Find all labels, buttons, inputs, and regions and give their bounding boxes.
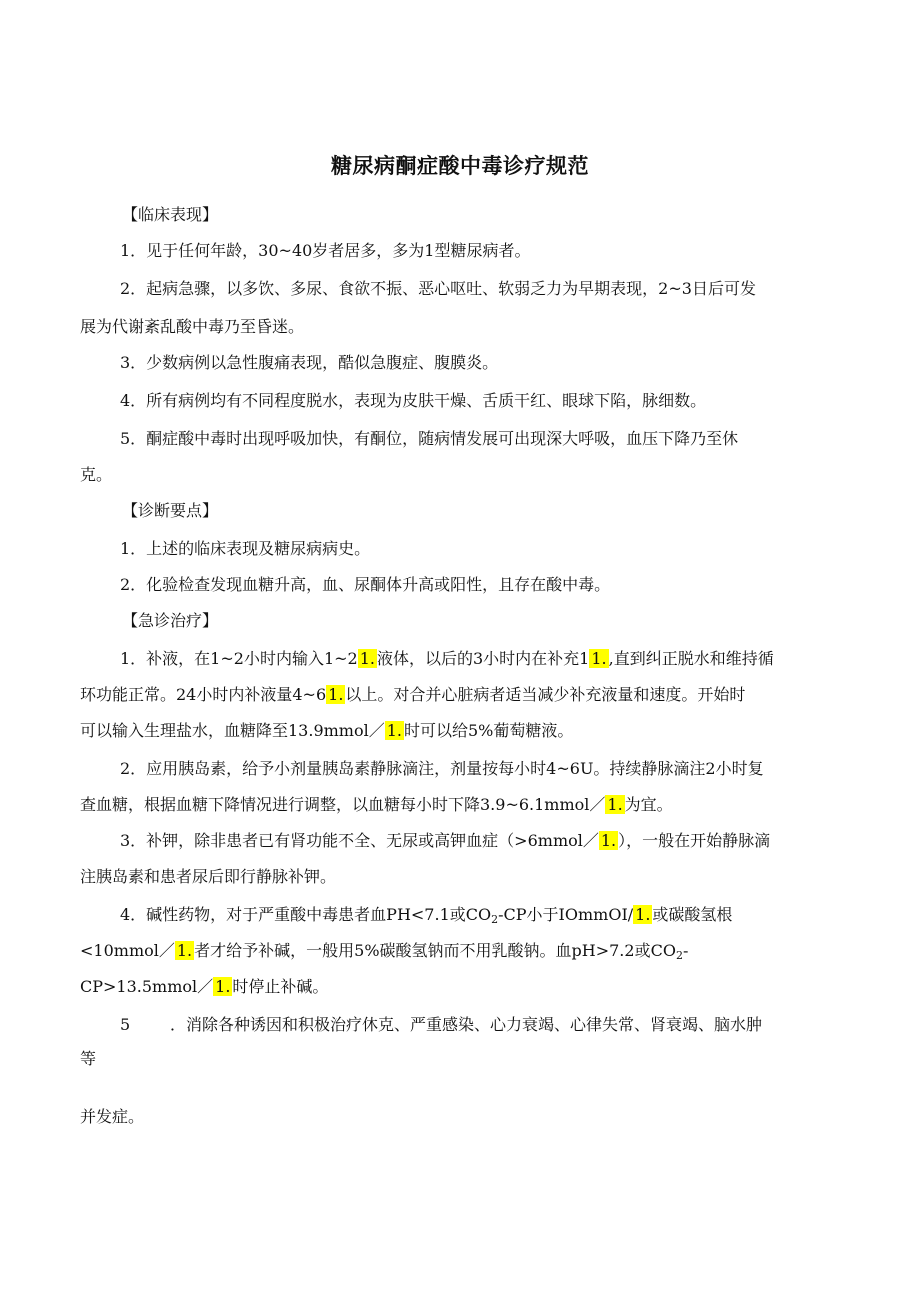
- paragraph-line: 可以输入生理盐水，血糖降至13.9mmol／ 1. 时可以给5%葡萄糖液。: [80, 721, 574, 740]
- paragraph-line: 环功能正常。24小时内补液量4~6 1. 以上。对合并心脏病者适当减少补充液量和速度。开始时: [80, 685, 746, 704]
- paragraph-line: <10mmol／ 1. 者才给予补碱，一般用5%碳酸氢钠而不用乳酸钠。血pH>7.2或$CO_2-$: [80, 941, 689, 962]
- paragraph-line: 1．补液，在1~2小时内输入1~2 1. 液体，以后的3小时内在补充1 1. ,直到纠正脱水和维持循: [120, 649, 774, 668]
- paragraph-line: ．消除各种诱因和积极治疗休克、严重感染、心力衰竭、心律失常、肾衰竭、脑水肿: [170, 1015, 763, 1034]
- paragraph-line: 并发症。: [80, 1107, 145, 1126]
- highlighted-unit: 1.: [607, 795, 623, 814]
- paragraph-line: 3．补钾，除非患者已有肾功能不全、无尿或高钾血症（>6mmol／ 1. ），一般在开始静脉滴: [120, 831, 771, 850]
- paragraph-line: 4．所有病例均有不同程度脱水，表现为皮肤干燥、舌质干红、眼球下陷，脉细数。: [120, 391, 707, 410]
- paragraph-line: 2．应用胰岛素，给予小剂量胰岛素静脉滴注，剂量按每小时4~6U。持续静脉滴注2小时复: [120, 759, 764, 778]
- section-heading-treatment: 【急诊治疗】: [122, 611, 219, 630]
- document-title: 糖尿病酮症酸中毒诊疗规范: [331, 154, 589, 178]
- paragraph-line: 注胰岛素和患者尿后即行静脉补钾。: [80, 867, 337, 886]
- paragraph-line: 克。: [80, 465, 113, 484]
- paragraph-line: 展为代谢紊乱酸中毒乃至昏迷。: [80, 317, 305, 336]
- highlighted-unit: 1.: [635, 905, 651, 924]
- paragraph-line: 查血糖，根据血糖下降情况进行调整，以血糖每小时下降3.9~6.1mmol／ 1. 为宜。: [80, 795, 673, 814]
- section-heading-clinical: 【临床表现】: [122, 205, 219, 224]
- highlighted-unit: 1.: [359, 649, 375, 668]
- paragraph-line: 1．上述的临床表现及糖尿病病史。: [120, 539, 371, 558]
- paragraph-line-number: 5: [120, 1015, 131, 1034]
- highlighted-unit: 1.: [591, 649, 607, 668]
- paragraph-line: 2．化验检查发现血糖升高，血、尿酮体升高或阳性，且存在酸中毒。: [120, 575, 611, 594]
- paragraph-line: 5．酮症酸中毒时出现呼吸加快，有酮位，随病情发展可出现深大呼吸，血压下降乃至休: [120, 429, 739, 448]
- paragraph-line: CP>13.5mmol／ 1. 时停止补碱。: [80, 977, 329, 996]
- paragraph-line: 2．起病急骤，以多饮、多尿、食欲不振、恶心呕吐、软弱乏力为早期表现，2~3日后可发: [120, 279, 756, 298]
- paragraph-line: 3．少数病例以急性腹痛表现，酷似急腹症、腹膜炎。: [120, 353, 499, 372]
- highlighted-unit: 1.: [176, 941, 193, 960]
- paragraph-line: 等: [80, 1049, 97, 1068]
- paragraph-line: 4．碱性药物，对于严重酸中毒患者血PH<7.1或$CO_2-CP$小于IOmmOI/ 1. 或碳酸氢根: [120, 905, 733, 926]
- paragraph-line: 1．见于任何年龄，30~40岁者居多，多为1型糖尿病者。: [120, 241, 531, 260]
- highlighted-unit: 1.: [386, 721, 402, 740]
- highlighted-unit: 1.: [215, 977, 231, 996]
- section-heading-diagnosis: 【诊断要点】: [122, 501, 219, 520]
- highlighted-unit: 1.: [328, 685, 344, 704]
- highlighted-unit: 1.: [600, 831, 617, 850]
